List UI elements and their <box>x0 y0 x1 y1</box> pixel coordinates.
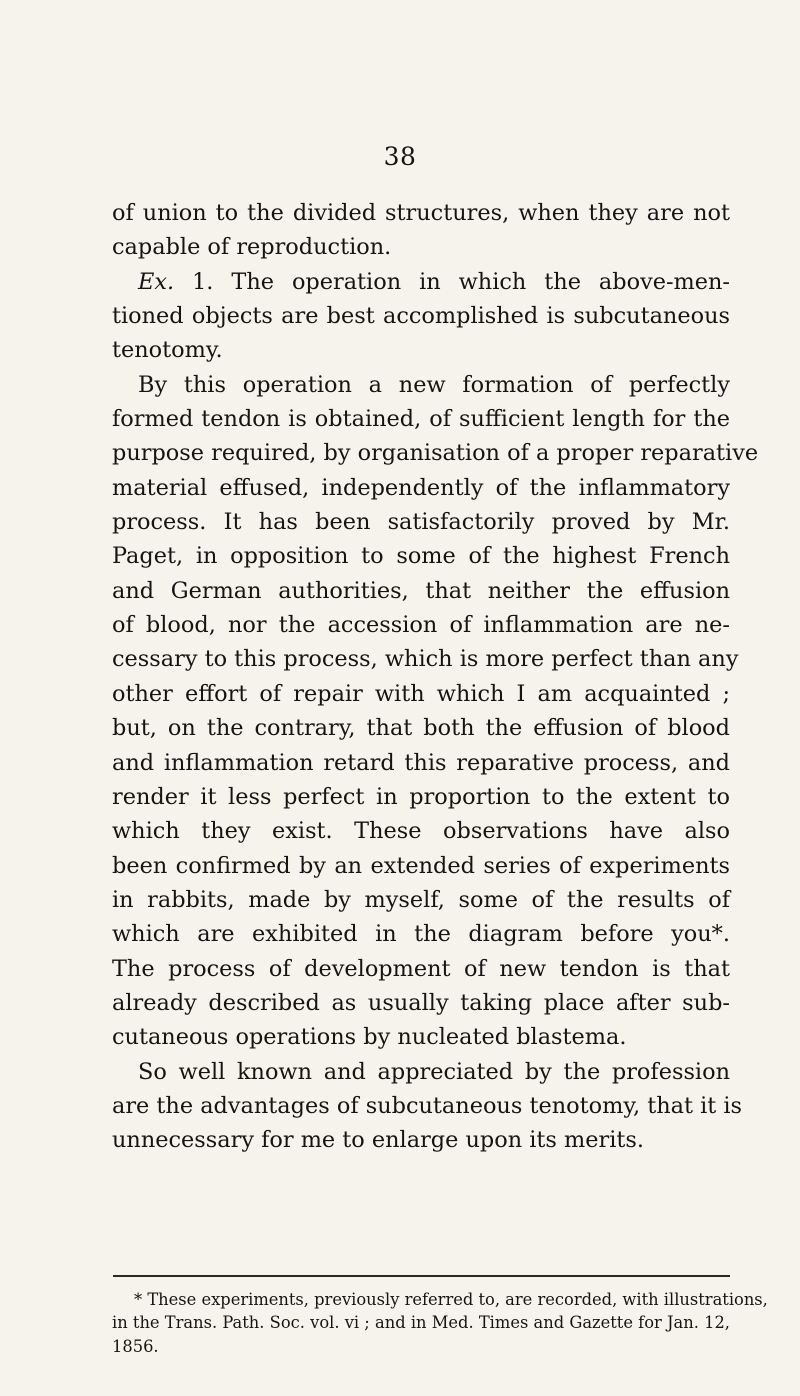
text-line: formed tendon is obtained, of sufficient length for the <box>112 406 730 433</box>
text-line: capable of reproduction. <box>112 234 392 261</box>
text-line: been confirmed by an extended series of experiments <box>112 852 730 879</box>
text-line: and inflammation retard this reparative process, and <box>112 749 730 776</box>
footnote-line: 1856. <box>112 1336 159 1356</box>
text-line: material effused, independently of the inflammatory <box>112 474 730 501</box>
footnote-line: * These experiments, previously referred to, are recorded, with illustrations, <box>134 1290 768 1309</box>
text-line: cutaneous operations by nucleated blastema. <box>112 1024 627 1051</box>
footnote-line: in the Trans. Path. Soc. vol. vi ; and in Med. Times and Gazette for Jan. 12, <box>112 1313 730 1333</box>
text-line: The process of development of new tendon is that <box>112 955 730 982</box>
text-line: of blood, nor the accession of inflammation are ne- <box>112 612 730 639</box>
text-line-example <box>112 265 730 299</box>
text-line: in rabbits, made by myself, some of the results of <box>112 886 730 913</box>
body-text <box>112 196 759 1158</box>
text-line: tenotomy. <box>112 337 223 364</box>
footnote-divider <box>113 1275 730 1277</box>
text-line: of union to the divided structures, when they are not <box>112 200 730 226</box>
text-line: render it less perfect in proportion to the extent to <box>112 783 730 810</box>
footnote <box>112 1288 768 1358</box>
example-text: 1. The operation in which the above-men- <box>192 268 731 295</box>
text-line: are the advantages of subcutaneous tenotomy, that it is <box>112 1092 743 1119</box>
page-number: 38 <box>383 142 417 171</box>
text-line: By this operation a new formation of perfectly <box>138 371 730 398</box>
text-line: already described as usually taking place after sub- <box>112 989 730 1016</box>
text-line: unnecessary for me to enlarge upon its merits. <box>112 1127 644 1154</box>
text-line: but, on the contrary, that both the effusion of blood <box>112 715 730 742</box>
text-line: other effort of repair with which I am acquainted ; <box>112 680 730 707</box>
text-line: tioned objects are best accomplished is subcutaneous <box>112 303 730 330</box>
text-line: which they exist. These observations have also <box>112 818 730 845</box>
text-line: process. It has been satisfactorily proved by Mr. <box>112 509 730 536</box>
text-line: So well known and appreciated by the profession <box>138 1058 730 1085</box>
example-label: Ex. <box>138 268 175 295</box>
text-line: and German authorities, that neither the effusion <box>112 577 730 604</box>
text-line: cessary to this process, which is more perfect than any <box>112 646 739 673</box>
text-line: Paget, in opposition to some of the highest French <box>112 543 730 570</box>
text-line: purpose required, by organisation of a proper reparative <box>112 440 759 467</box>
text-line: which are exhibited in the diagram before you*. <box>112 921 730 948</box>
